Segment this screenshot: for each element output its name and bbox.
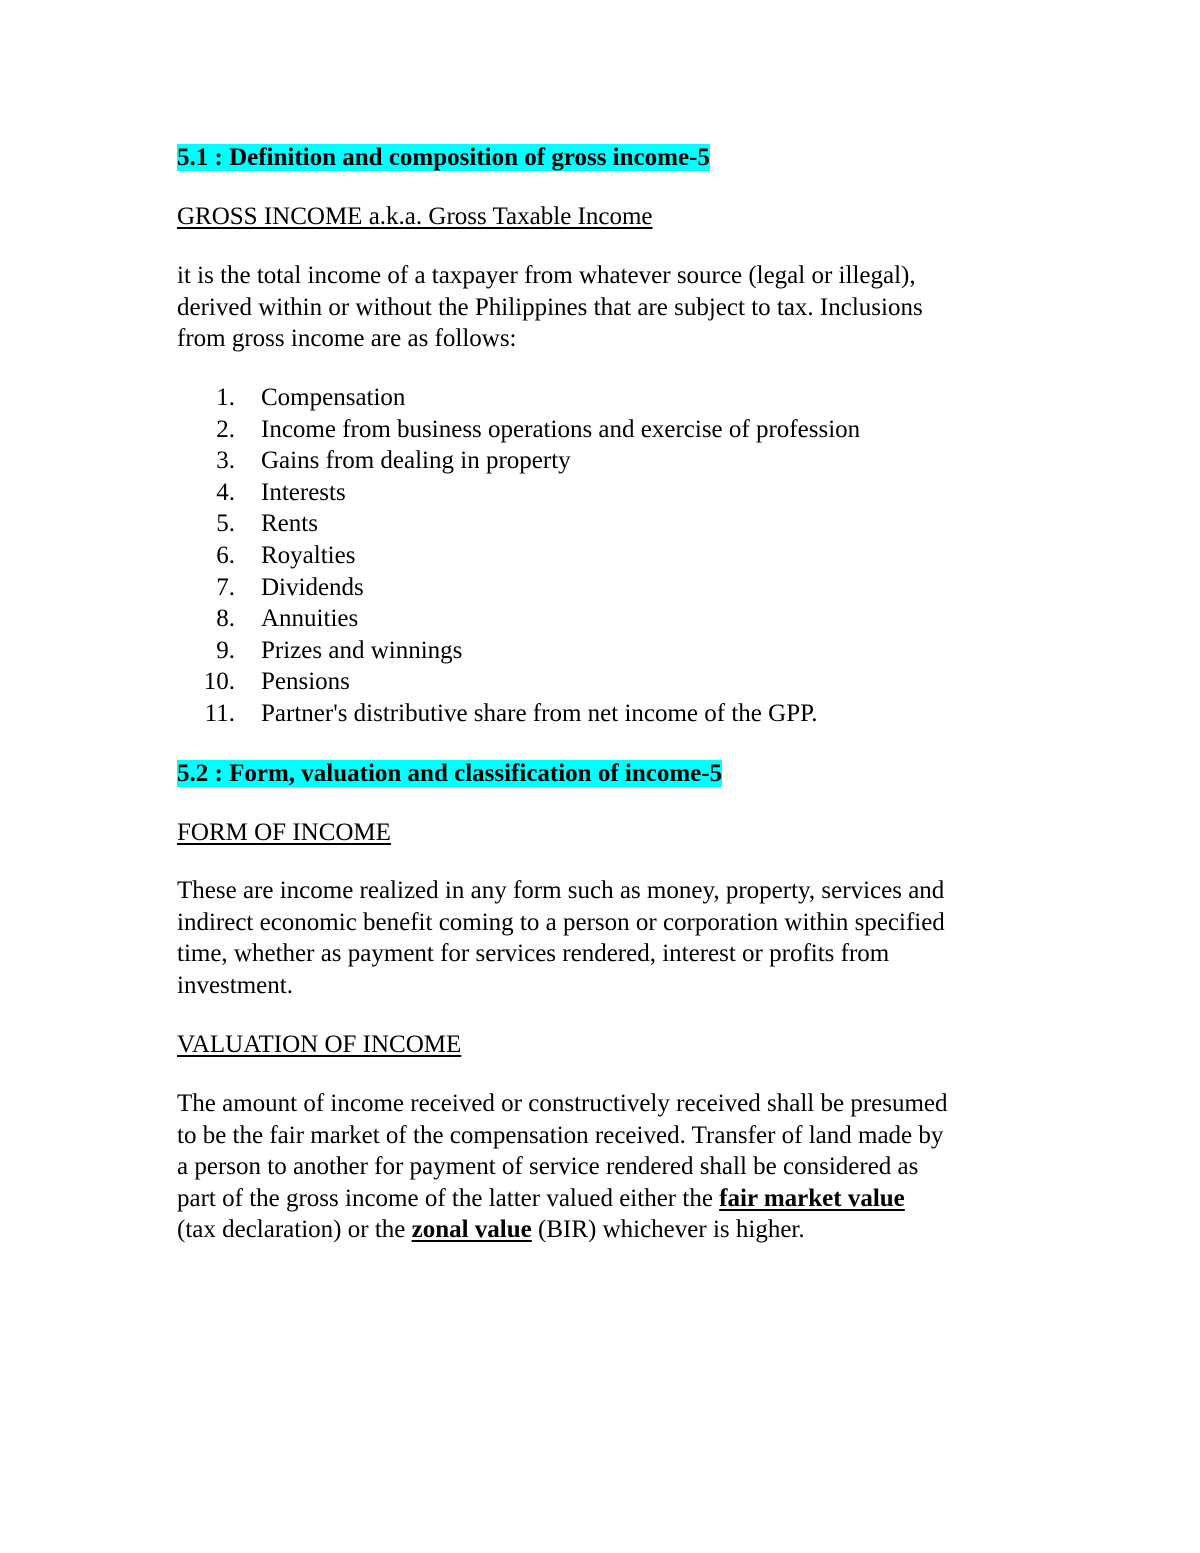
list-item-text: Compensation bbox=[261, 384, 406, 411]
list-item-text: Pensions bbox=[261, 668, 350, 696]
list-item-number: 1. bbox=[216, 384, 235, 411]
list-item bbox=[177, 572, 860, 604]
section-5-2-heading bbox=[177, 758, 1037, 790]
list-item bbox=[177, 635, 860, 667]
paragraph-line: These are income realized in any form such as money, property, services and bbox=[177, 877, 945, 904]
list-item bbox=[177, 698, 860, 730]
list-item-number: 9. bbox=[216, 636, 235, 664]
gross-income-subheading bbox=[177, 201, 1037, 233]
fair-market-value-term: fair market value bbox=[719, 1184, 905, 1212]
valuation-of-income-title bbox=[177, 1029, 1037, 1061]
list-item-number: 2. bbox=[216, 415, 235, 443]
list-item-number: 11. bbox=[204, 699, 235, 727]
list-item bbox=[177, 382, 860, 414]
section-5-2-heading-text: 5.2 : Form, valuation and classification of income-5 bbox=[177, 760, 723, 787]
list-item-number: 4. bbox=[216, 478, 235, 506]
paragraph-line: indirect economic benefit coming to a person or corporation within specified bbox=[177, 908, 945, 936]
gross-income-inclusions-list bbox=[177, 382, 860, 730]
list-item-text: Prizes and winnings bbox=[261, 636, 463, 664]
valuation-line5-before: (tax declaration) or the bbox=[177, 1216, 412, 1243]
list-item bbox=[177, 445, 860, 477]
paragraph-line: The amount of income received or constructively received shall be presumed bbox=[177, 1090, 948, 1117]
paragraph-line bbox=[177, 1183, 1037, 1215]
list-item-text: Annuities bbox=[261, 605, 359, 633]
list-item bbox=[177, 414, 860, 446]
list-item-text: Rents bbox=[261, 510, 318, 538]
list-item-number: 10. bbox=[203, 668, 235, 696]
list-item-text: Royalties bbox=[261, 541, 356, 569]
list-item bbox=[177, 540, 860, 572]
valuation-of-income-title-text: VALUATION OF INCOME bbox=[177, 1031, 462, 1058]
paragraph-line: to be the fair market of the compensation received. Transfer of land made by bbox=[177, 1121, 944, 1149]
list-item-text: Income from business operations and exercise of profession bbox=[261, 415, 861, 443]
paragraph-line: time, whether as payment for services rendered, interest or profits from bbox=[177, 940, 890, 967]
list-item-text: Interests bbox=[261, 478, 346, 506]
list-item-text: Gains from dealing in property bbox=[261, 447, 571, 475]
section-5-1-heading bbox=[177, 142, 1037, 174]
form-of-income-title bbox=[177, 817, 1037, 849]
list-item-number: 5. bbox=[216, 510, 235, 538]
section-5-1-heading-text: 5.1 : Definition and composition of gross income-5 bbox=[177, 144, 710, 171]
paragraph-line bbox=[177, 1214, 1037, 1246]
valuation-line4-text: part of the gross income of the latter valued either the bbox=[177, 1184, 720, 1212]
list-item bbox=[177, 603, 860, 635]
list-item bbox=[177, 508, 860, 540]
zonal-value-term: zonal value bbox=[411, 1216, 532, 1243]
paragraph-line: investment. bbox=[177, 971, 293, 999]
paragraph-line: derived within or without the Philippines that are subject to tax. Inclusions bbox=[177, 293, 923, 321]
gross-income-paragraph bbox=[177, 260, 1037, 355]
list-item bbox=[177, 666, 860, 698]
list-item-number: 6. bbox=[216, 541, 235, 569]
list-item-number: 3. bbox=[216, 447, 235, 475]
paragraph-line: it is the total income of a taxpayer from whatever source (legal or illegal), bbox=[177, 262, 916, 289]
list-item-number: 7. bbox=[216, 573, 235, 601]
gross-income-subheading-text: GROSS INCOME a.k.a. Gross Taxable Income bbox=[177, 203, 653, 230]
list-item-text: Partner's distributive share from net income of the GPP. bbox=[261, 699, 818, 727]
paragraph-line: from gross income are as follows: bbox=[177, 325, 517, 352]
list-item-text: Dividends bbox=[261, 573, 364, 601]
list-item-number: 8. bbox=[216, 605, 235, 633]
form-of-income-title-text: FORM OF INCOME bbox=[177, 819, 391, 846]
paragraph-line: a person to another for payment of service rendered shall be considered as bbox=[177, 1153, 919, 1180]
valuation-line5-after: (BIR) whichever is higher. bbox=[531, 1216, 805, 1243]
list-item bbox=[177, 477, 860, 509]
valuation-of-income-paragraph bbox=[177, 1088, 1037, 1246]
form-of-income-paragraph bbox=[177, 875, 1037, 1001]
